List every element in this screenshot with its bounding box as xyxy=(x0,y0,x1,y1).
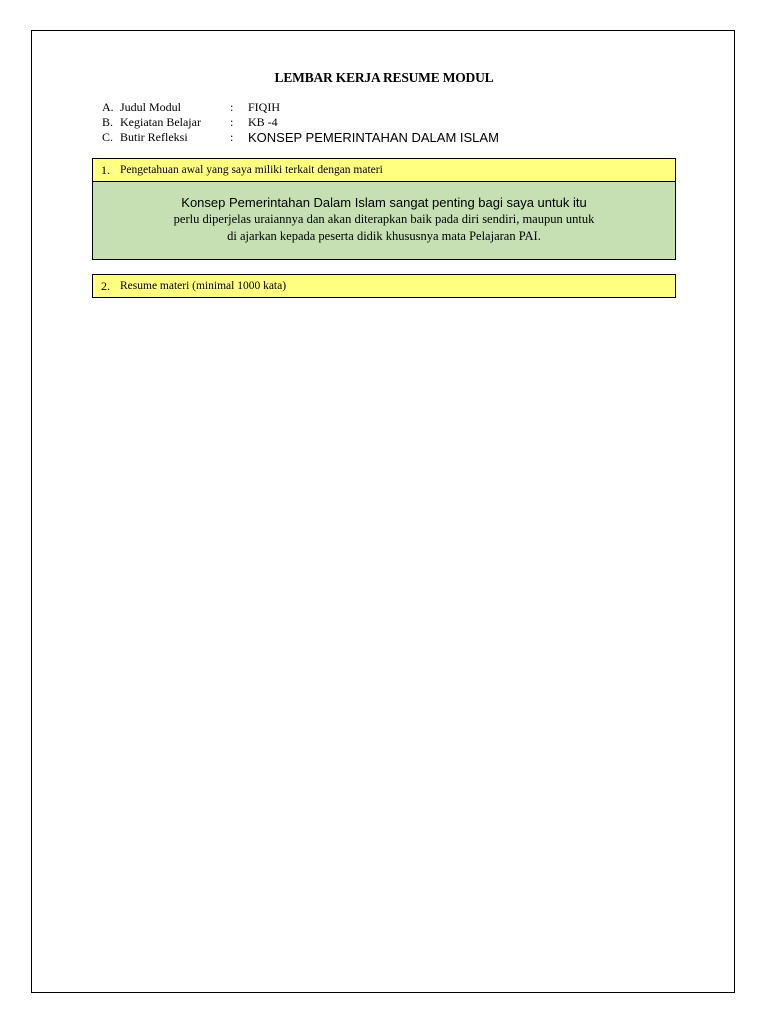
section-heading: Pengetahuan awal yang saya miliki terkait dengan materi xyxy=(120,164,383,176)
section-heading: Resume materi (minimal 1000 kata) xyxy=(120,280,287,292)
content-line: di ajarkan kepada peserta didik khususnya mata Pelajaran PAI. xyxy=(227,229,541,243)
section-1-heading-bar xyxy=(92,158,676,182)
section-1-content xyxy=(92,182,676,260)
section-2-heading-bar xyxy=(92,274,676,298)
meta-letter: C. xyxy=(102,130,114,144)
meta-value: KONSEP PEMERINTAHAN DALAM ISLAM xyxy=(248,130,499,145)
content-line: perlu diperjelas uraiannya dan akan diterapkan baik pada diri sendiri, maupun untuk xyxy=(173,212,595,226)
meta-colon: : xyxy=(230,100,234,114)
meta-letter: B. xyxy=(102,115,114,129)
content-line: Konsep Pemerintahan Dalam Islam sangat penting bagi saya untuk itu xyxy=(181,195,587,210)
meta-colon: : xyxy=(230,115,234,129)
meta-letter: A. xyxy=(102,100,114,114)
meta-colon: : xyxy=(230,130,234,144)
meta-value: KB -4 xyxy=(248,115,278,129)
meta-value: FIQIH xyxy=(248,100,280,114)
meta-label: Kegiatan Belajar xyxy=(120,115,201,129)
section-number: 1. xyxy=(101,163,110,177)
section-number: 2. xyxy=(101,279,110,293)
document-title: LEMBAR KERJA RESUME MODUL xyxy=(274,70,494,85)
meta-label: Judul Modul xyxy=(120,100,182,114)
meta-label: Butir Refleksi xyxy=(120,130,188,144)
